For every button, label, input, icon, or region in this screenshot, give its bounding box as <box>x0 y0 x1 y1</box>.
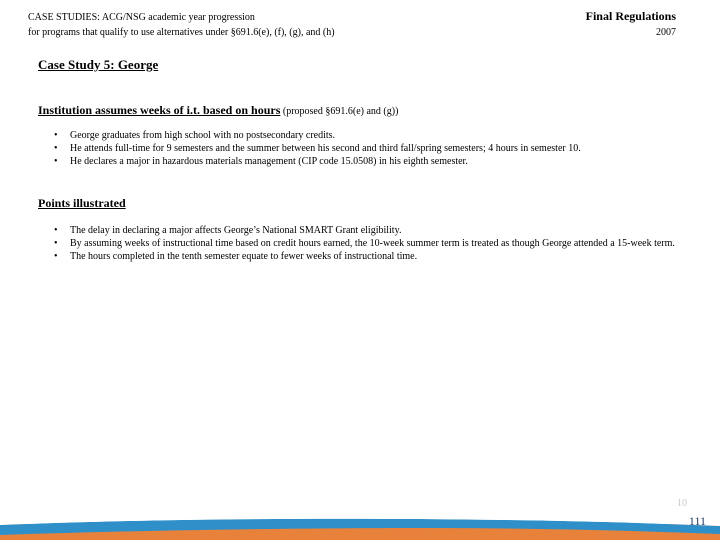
header-right <box>586 9 676 41</box>
list-item: • George graduates from high school with no postsecondary credits. <box>54 130 684 142</box>
page-number: 111 <box>688 514 706 528</box>
section-1-list <box>54 130 684 169</box>
header-line-2: for programs that qualify to use alternatives under §691.6(e), (f), (g), and (h) <box>28 27 335 38</box>
section-2-list <box>54 225 684 264</box>
header-title: Final Regulations <box>585 9 676 23</box>
header-year: 2007 <box>656 27 676 38</box>
footer-swoosh <box>0 516 720 540</box>
list-item: • He attends full-time for 9 semesters and the summer between his second and third fall/spring semesters; 4 hours in semester 10. <box>54 143 684 155</box>
section-1-heading-text: Institution assumes weeks of i.t. based on hours <box>38 103 281 117</box>
case-title: Case Study 5: George <box>38 57 159 72</box>
list-item: • By assuming weeks of instructional time based on credit hours earned, the 10-week summer term is treated as though George attended a 15-week term. <box>54 238 684 250</box>
section-1-heading <box>38 103 398 118</box>
header-left <box>28 10 335 40</box>
list-item: • He declares a major in hazardous materials management (CIP code 15.0508) in his eighth semester. <box>54 156 684 168</box>
list-item: • The hours completed in the tenth semester equate to fewer weeks of instructional time. <box>54 251 684 263</box>
faint-page-number: 10 <box>677 498 687 509</box>
section-1-heading-note: (proposed §691.6(e) and (g)) <box>280 106 399 117</box>
header-line-1: CASE STUDIES: ACG/NSG academic year progression <box>28 12 255 23</box>
list-item: • The delay in declaring a major affects George’s National SMART Grant eligibility. <box>54 225 684 237</box>
section-2-heading: Points illustrated <box>38 196 126 210</box>
